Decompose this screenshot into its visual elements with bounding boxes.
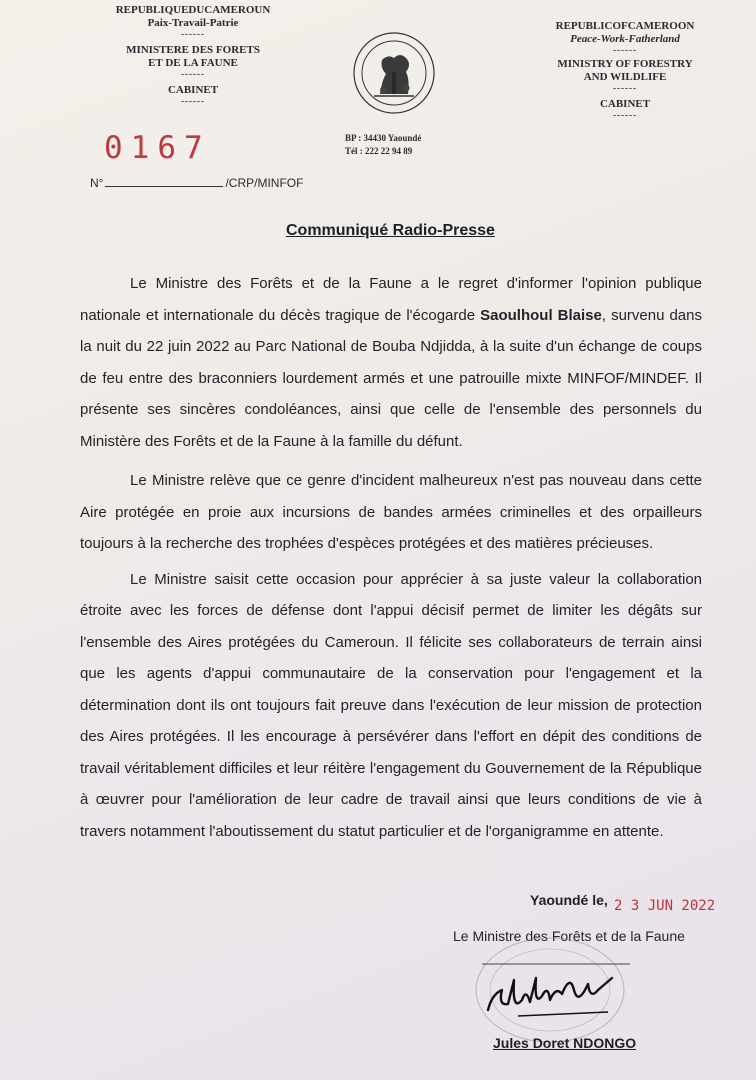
separator: ------ bbox=[613, 110, 637, 120]
ministry-en-line2: AND WILDLIFE bbox=[583, 71, 667, 83]
paragraph-3: Le Ministre saisit cette occasion pour apprécier à sa juste valeur la collaboration étroite avec les forces de défense dont l'appui décisif permet de limiter les dégâts sur l'ensemble des Aires protégées du Cameroun. Il félicite ses collaborateurs de terrain ainsi que les agents d'appui communautaire de la conservation pour l'engagement et la détermination dont ils ont toujours fait preuve dans l'exécution de leur mission de protection des Aires protégées. Il les encourage à persévérer dans l'effort en dépit des conditions de travail véritablement difficiles et leur réitère l'engagement du Gouvernement de la République à œuvrer pour l'amélioration de leur cadre de travail ainsi que leurs conditions de vie à travers notamment l'aboutissement du statut particulier et de l'organigramme en attente. bbox=[80, 570, 702, 840]
date-stamp: 2 3 JUN 2022 bbox=[614, 898, 716, 914]
paragraph-1-rest: , survenu dans la nuit du 22 juin 2022 au Parc National de Bouba Ndjidda, à la suite d'un échange de coups de feu entre des braconniers lourdement armés et une patrouille mixte MINFOF/MINDEF. Il présente ses sincères condoléances, ainsi que celle de l'ensemble des personnels du Ministère des Forêts et de la Faune à la famille du défunt. bbox=[80, 306, 702, 450]
reference-line bbox=[90, 176, 303, 190]
signatory-name: Jules Doret NDONGO bbox=[493, 1035, 637, 1051]
separator: ------ bbox=[181, 96, 205, 106]
reference-suffix: /CRP/MINFOF bbox=[225, 176, 304, 190]
republic-fr: REPUBLIQUEDUCAMEROUN bbox=[115, 4, 271, 16]
separator: ------ bbox=[613, 45, 637, 55]
minister-title: Le Ministre des Forêts et de la Faune bbox=[453, 928, 685, 944]
deceased-name: Saoulhoul Blaise bbox=[480, 306, 602, 324]
separator: ------ bbox=[181, 69, 205, 79]
address-block bbox=[345, 132, 465, 158]
cabinet-en: CABINET bbox=[599, 98, 651, 110]
handwritten-signature-icon bbox=[478, 960, 618, 1030]
document-title: Communiqué Radio-Presse bbox=[286, 222, 495, 239]
registration-stamp-number: 0167 bbox=[104, 130, 211, 166]
header-right bbox=[540, 20, 710, 119]
cabinet-fr: CABINET bbox=[167, 84, 219, 96]
paragraph-1-intro: Le Ministre des Forêts et de la Faune a le regret d'informer l'opinion publique nationale et internationale du décès tragique de l'écogarde bbox=[80, 275, 702, 324]
motto-fr: Paix-Travail-Patrie bbox=[147, 17, 239, 29]
document-body bbox=[80, 268, 702, 851]
header-left bbox=[108, 4, 278, 105]
ministry-emblem-icon bbox=[352, 28, 436, 118]
paragraph-1 bbox=[80, 268, 702, 457]
motto-en: Peace-Work-Fatherland bbox=[570, 33, 680, 45]
paragraph-2: Le Ministre relève que ce genre d'incident malheureux n'est pas nouveau dans cette Aire protégée en proie aux incursions de bandes armées criminelles et des orpailleurs toujours à la recherche des trophées d'espèces protégées et des matières précieuses. bbox=[80, 472, 702, 552]
separator: ------ bbox=[613, 83, 637, 93]
ministry-en-line1: MINISTRY OF FORESTRY bbox=[557, 58, 693, 70]
reference-prefix: N° bbox=[90, 176, 104, 190]
postal-box: BP : 34430 Yaoundé bbox=[345, 133, 422, 143]
date-place: Yaoundé le, bbox=[530, 892, 608, 908]
ministry-fr-line1: MINISTERE DES FORETS bbox=[126, 44, 260, 56]
ministry-fr-line2: ET DE LA FAUNE bbox=[148, 57, 238, 69]
telephone: Tél : 222 22 94 89 bbox=[345, 146, 413, 156]
separator: ------ bbox=[181, 29, 205, 39]
republic-en: REPUBLICOFCAMEROON bbox=[555, 20, 695, 32]
reference-blank bbox=[105, 186, 223, 187]
